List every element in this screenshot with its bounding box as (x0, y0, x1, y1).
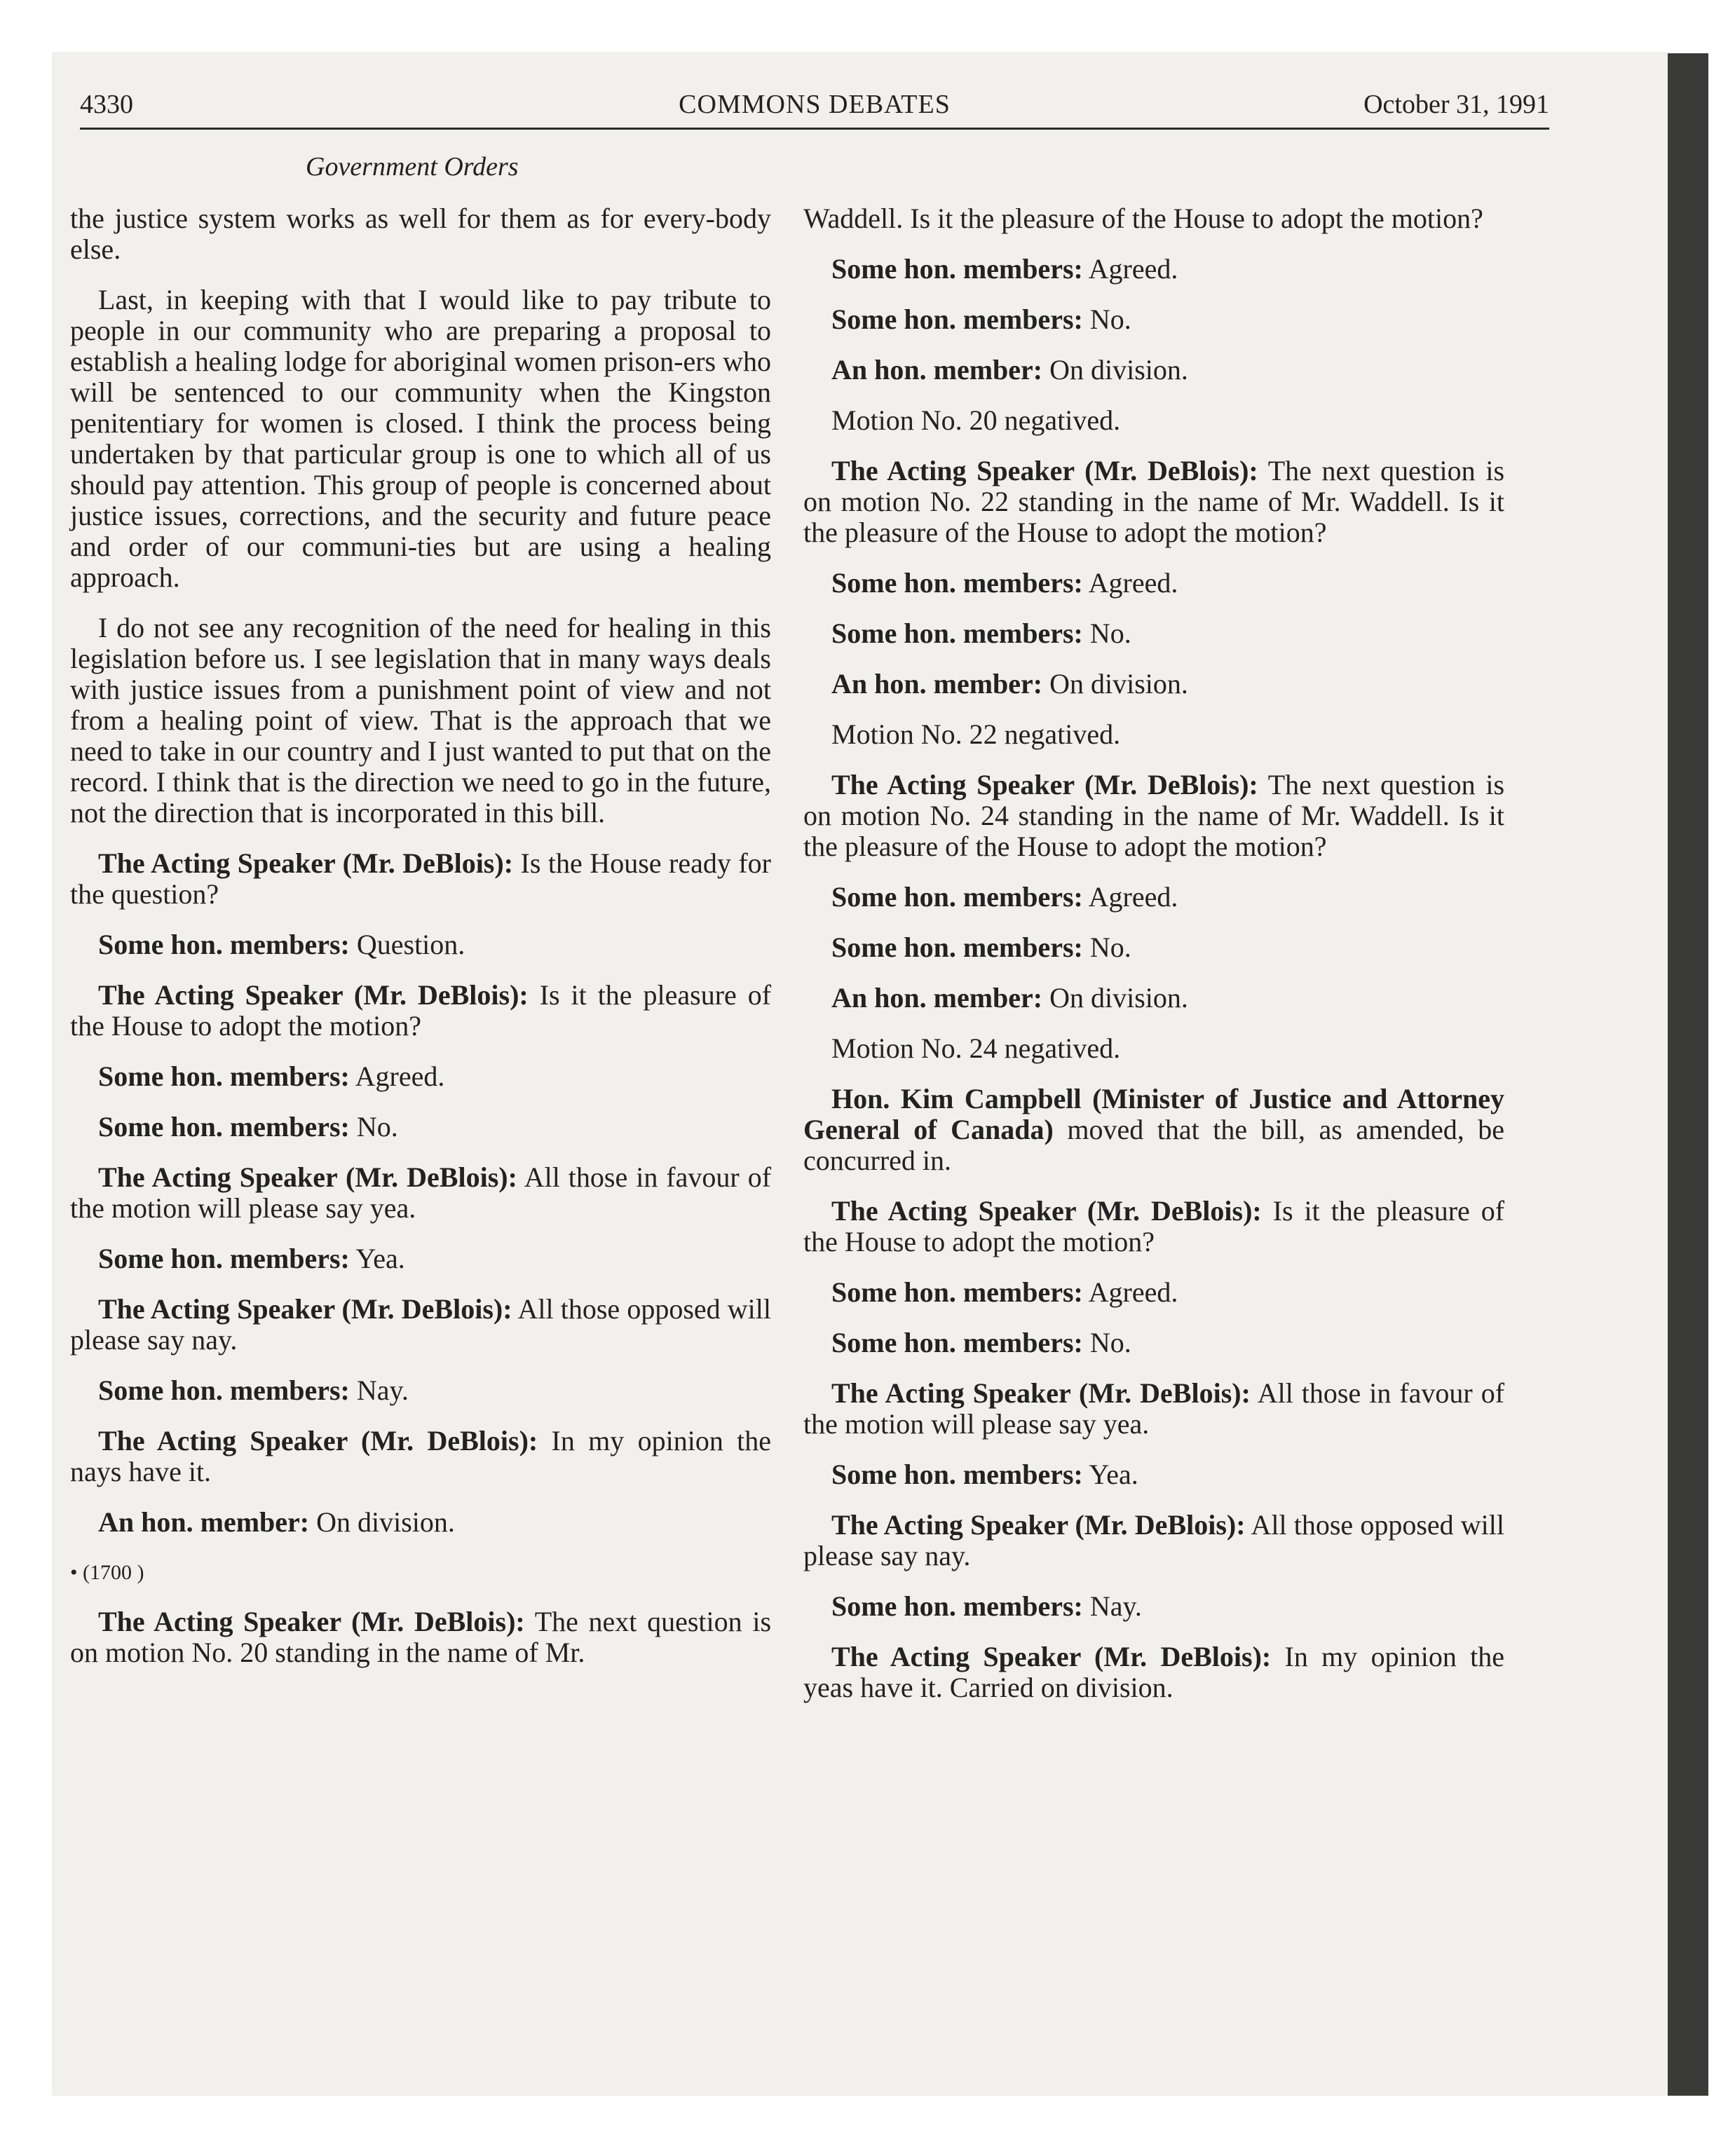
speaker-name: Some hon. members: (98, 929, 350, 960)
speaker-name: The Acting Speaker (Mr. DeBlois): (831, 455, 1258, 486)
debate-paragraph (70, 929, 771, 960)
paragraph-text: All those opposed will please say nay. (803, 1509, 1504, 1571)
debate-paragraph (70, 203, 771, 265)
debate-paragraph (803, 1196, 1504, 1257)
paragraph-text: The next question is on motion No. 24 standing in the name of Mr. Waddell. Is it the pleasure of the House to adopt the motion? (803, 769, 1505, 862)
debate-paragraph (70, 1112, 771, 1142)
debate-paragraph (803, 1642, 1504, 1703)
paragraph-text: Is the House ready for the question? (70, 847, 771, 910)
paragraph-text: All those opposed will please say nay. (70, 1293, 771, 1356)
paragraph-text: In my opinion the yeas have it. Carried on division. (803, 1641, 1505, 1703)
debate-paragraph (803, 882, 1504, 913)
debate-paragraph (803, 1459, 1504, 1490)
paragraph-text: Is it the pleasure of the House to adopt the motion? (803, 1195, 1505, 1257)
publication-title: COMMONS DEBATES (679, 90, 951, 119)
debate-paragraph (803, 669, 1504, 700)
debate-paragraph (803, 932, 1504, 963)
paragraph-text: On division. (316, 1506, 455, 1538)
time-marker: • (1700 ) (70, 1561, 144, 1584)
scan-edge-shadow (1668, 53, 1708, 2096)
speaker-name: Some hon. members: (98, 1060, 350, 1092)
paragraph-text: Is it the pleasure of the House to adopt the motion? (70, 979, 772, 1042)
paragraph-text: Agreed. (1088, 253, 1178, 285)
paragraph-text: No. (1089, 303, 1131, 335)
debate-paragraph (70, 1426, 771, 1487)
speaker-name: An hon. member: (98, 1506, 310, 1538)
paragraph-text: Nay. (1089, 1590, 1142, 1622)
speaker-name: Some hon. members: (831, 932, 1083, 963)
paragraph-text: Agreed. (355, 1060, 445, 1092)
paragraph-text: Motion No. 22 negatived. (831, 718, 1121, 750)
speaker-name: Some hon. members: (831, 303, 1083, 335)
debate-paragraph (803, 1328, 1504, 1358)
speaker-name: The Acting Speaker (Mr. DeBlois): (831, 769, 1258, 800)
paragraph-text: Waddell. Is it the pleasure of the House to adopt the motion? (803, 203, 1483, 234)
paragraph-text: I do not see any recognition of the need for healing in this legislation before us. I see legislation that in many ways deals with justice issues from a punishment point of view and not from a healing point of view. That is the approach that we need to take in our country and I just wanted to put that on the record. I think that is the direction we need to go in the future, not the direction that is incorporated in this bill. (70, 612, 771, 828)
debate-paragraph (803, 568, 1504, 599)
speaker-name: Some hon. members: (831, 1327, 1083, 1358)
debate-paragraph (70, 1294, 771, 1356)
paragraph-text: Agreed. (1088, 1276, 1178, 1308)
paragraph-text: No. (1089, 1327, 1131, 1358)
debate-paragraph (803, 770, 1504, 862)
page-header (80, 81, 1549, 130)
debate-paragraph (803, 1033, 1504, 1064)
paragraph-text: On division. (1049, 668, 1188, 700)
speaker-name: Some hon. members: (831, 253, 1083, 285)
paragraph-text: Motion No. 24 negatived. (831, 1032, 1121, 1064)
speaker-name: An hon. member: (831, 982, 1043, 1014)
paragraph-text: No. (1089, 932, 1131, 963)
debate-paragraph (803, 719, 1504, 750)
speaker-name: The Acting Speaker (Mr. DeBlois): (831, 1195, 1262, 1227)
paragraph-text: Last, in keeping with that I would like to pay tribute to people in our community who are preparing a proposal to establish a healing lodge for aboriginal women prison-ers who will be sentenced to our community when the Kingston penitentiary for women is closed. I think the process being undertaken by that particular group is one to which all of us should pay attention. This group of people is concerned about justice issues, corrections, and the security and future peace and order of our communi-ties but are using a healing approach. (70, 284, 771, 593)
speaker-name: The Acting Speaker (Mr. DeBlois): (98, 979, 529, 1011)
debate-paragraph (70, 1061, 771, 1092)
paragraph-text: The next question is on motion No. 22 standing in the name of Mr. Waddell. Is it the pleasure of the House to adopt the motion? (803, 455, 1505, 548)
speaker-name: The Acting Speaker (Mr. DeBlois): (831, 1509, 1246, 1541)
paragraph-text: Yea. (1089, 1459, 1138, 1490)
debate-paragraph (803, 1378, 1504, 1440)
debate-paragraph (803, 1277, 1504, 1308)
debate-paragraph (70, 1162, 771, 1224)
paragraph-text: In my opinion the nays have it. (70, 1425, 772, 1487)
debate-paragraph (70, 1507, 771, 1538)
speaker-name: Some hon. members: (98, 1243, 350, 1274)
paragraph-text: All those in favour of the motion will please say yea. (70, 1161, 772, 1224)
speaker-name: Hon. Kim Campbell (Minister of Justice and Attorney General of Canada) (803, 1083, 1504, 1145)
paragraph-text: On division. (1049, 982, 1188, 1014)
debate-paragraph (803, 405, 1504, 436)
page-number: 4330 (80, 90, 133, 119)
debate-paragraph (803, 355, 1504, 386)
debate-paragraph (803, 618, 1504, 649)
debate-paragraph (803, 254, 1504, 285)
speaker-name: The Acting Speaker (Mr. DeBlois): (98, 1606, 525, 1637)
paragraph-text: Question. (356, 929, 465, 960)
debate-paragraph (70, 848, 771, 910)
speaker-name: Some hon. members: (831, 1459, 1083, 1490)
debate-paragraph (803, 203, 1504, 234)
debate-paragraph (803, 456, 1504, 548)
paragraph-text: Nay. (356, 1374, 409, 1406)
paragraph-text: Agreed. (1088, 567, 1178, 599)
speaker-name: The Acting Speaker (Mr. DeBlois): (98, 1161, 517, 1193)
paragraph-text: The next question is on motion No. 20 standing in the name of Mr. (70, 1606, 772, 1668)
debate-paragraph (70, 613, 771, 828)
debate-paragraph (803, 1591, 1504, 1622)
speaker-name: Some hon. members: (98, 1374, 350, 1406)
paragraph-text: Motion No. 20 negatived. (831, 404, 1121, 436)
debate-paragraph (70, 1375, 771, 1406)
section-title: Government Orders (306, 152, 519, 182)
speaker-name: The Acting Speaker (Mr. DeBlois): (831, 1641, 1272, 1672)
publication-date: October 31, 1991 (1363, 90, 1549, 119)
paragraph-text: No. (1089, 618, 1131, 649)
debate-paragraph (803, 983, 1504, 1014)
speaker-name: An hon. member: (831, 354, 1043, 386)
speaker-name: Some hon. members: (98, 1111, 350, 1142)
right-column (803, 203, 1504, 1703)
speaker-name: The Acting Speaker (Mr. DeBlois): (98, 847, 514, 879)
debate-paragraph (70, 285, 771, 593)
debate-paragraph (803, 1510, 1504, 1571)
speaker-name: Some hon. members: (831, 881, 1083, 913)
debate-paragraph (70, 1243, 771, 1274)
paragraph-text: On division. (1049, 354, 1188, 386)
paragraph-text: Yea. (355, 1243, 405, 1274)
speaker-name: Some hon. members: (831, 567, 1083, 599)
debate-paragraph (70, 1606, 771, 1668)
debate-paragraph (70, 980, 771, 1042)
speaker-name: Some hon. members: (831, 1276, 1083, 1308)
paragraph-text: moved that the bill, as amended, be concurred in. (803, 1114, 1504, 1176)
paragraph-text: Agreed. (1088, 881, 1178, 913)
speaker-name: The Acting Speaker (Mr. DeBlois): (831, 1377, 1251, 1409)
debate-paragraph (803, 304, 1504, 335)
paragraph-text: No. (356, 1111, 398, 1142)
speaker-name: The Acting Speaker (Mr. DeBlois): (98, 1293, 512, 1325)
left-column (70, 203, 771, 1668)
paragraph-text: All those in favour of the motion will please say yea. (803, 1377, 1505, 1440)
speaker-name: Some hon. members: (831, 1590, 1083, 1622)
paragraph-text: the justice system works as well for them as for every-body else. (70, 203, 771, 265)
debate-paragraph (803, 1084, 1504, 1176)
speaker-name: Some hon. members: (831, 618, 1083, 649)
speaker-name: An hon. member: (831, 668, 1043, 700)
speaker-name: The Acting Speaker (Mr. DeBlois): (98, 1425, 538, 1456)
